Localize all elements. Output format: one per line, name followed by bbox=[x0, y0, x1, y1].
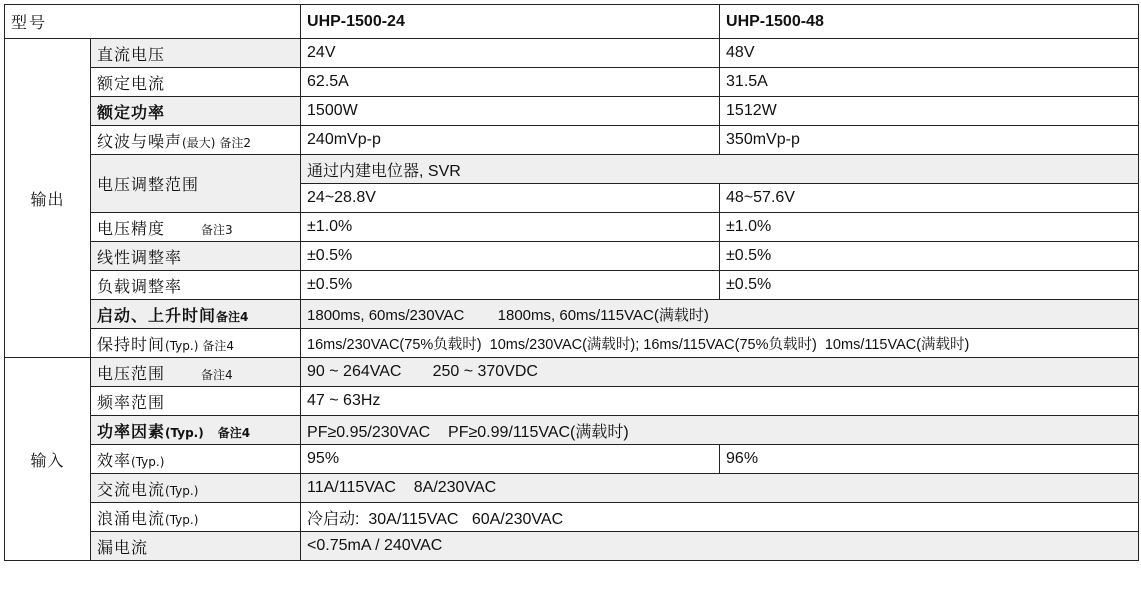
row-label: 电压调整范围 bbox=[91, 155, 301, 213]
row-label: 电压范围 bbox=[97, 363, 166, 383]
cell-value: ±1.0% bbox=[301, 213, 720, 242]
row-label-cell bbox=[91, 329, 301, 358]
model-name-1: UHP-1500-24 bbox=[301, 5, 720, 39]
row-label: 纹波与噪声 bbox=[97, 131, 183, 151]
table-row bbox=[5, 126, 1139, 155]
row-label: 效率 bbox=[97, 450, 132, 470]
row-label-cell bbox=[91, 416, 301, 445]
cell-value-wide: 16ms/230VAC(75%负载时) 10ms/230VAC(满载时); 16ms/115VAC(75%负载时) 10ms/115VAC(满载时) bbox=[301, 329, 1139, 358]
table-row bbox=[5, 474, 1139, 503]
cell-value: 24V bbox=[301, 39, 720, 68]
table-row bbox=[5, 503, 1139, 532]
row-label: 交流电流 bbox=[97, 479, 166, 499]
cell-value-wide: 11A/115VAC 8A/230VAC bbox=[301, 474, 1139, 503]
cell-value: 96% bbox=[720, 445, 1139, 474]
row-label: 额定电流 bbox=[91, 68, 301, 97]
row-label: 保持时间 bbox=[97, 334, 166, 354]
row-label-sub: (最大) bbox=[182, 135, 216, 150]
row-label: 额定功率 bbox=[91, 97, 301, 126]
cell-value: 48V bbox=[720, 39, 1139, 68]
row-note: 备注4 bbox=[201, 367, 233, 382]
row-label-cell bbox=[91, 503, 301, 532]
cell-value: 1500W bbox=[301, 97, 720, 126]
table-row bbox=[5, 271, 1139, 300]
cell-value: 1512W bbox=[720, 97, 1139, 126]
cell-value: ±0.5% bbox=[301, 271, 720, 300]
row-note: 备注4 bbox=[202, 338, 235, 353]
table-row bbox=[5, 242, 1139, 271]
row-label-sub: (Typ.) bbox=[165, 483, 199, 498]
table-row bbox=[5, 155, 1139, 184]
row-note: 备注3 bbox=[201, 222, 233, 237]
cell-value: 95% bbox=[301, 445, 720, 474]
cell-value: 350mVp-p bbox=[720, 126, 1139, 155]
row-label-cell bbox=[91, 213, 301, 242]
cell-value-wide: 冷启动: 30A/115VAC 60A/230VAC bbox=[301, 503, 1139, 532]
table-row bbox=[5, 387, 1139, 416]
cell-value: 62.5A bbox=[301, 68, 720, 97]
cell-value: 240mVp-p bbox=[301, 126, 720, 155]
row-label: 频率范围 bbox=[91, 387, 301, 416]
spec-table bbox=[4, 4, 1139, 561]
row-label-sub: (Typ.) bbox=[165, 338, 199, 353]
row-note: 备注4 bbox=[217, 425, 251, 440]
row-label: 电压精度 bbox=[97, 218, 166, 238]
row-label-cell bbox=[91, 474, 301, 503]
table-row bbox=[5, 445, 1139, 474]
table-row bbox=[5, 68, 1139, 97]
table-row bbox=[5, 97, 1139, 126]
group-label-output: 输出 bbox=[5, 39, 91, 358]
table-row bbox=[5, 300, 1139, 329]
row-label-cell bbox=[91, 126, 301, 155]
row-label-sub: (Typ.) bbox=[131, 454, 165, 469]
cell-value-wide: <0.75mA / 240VAC bbox=[301, 532, 1139, 561]
row-note: 备注2 bbox=[219, 135, 252, 150]
table-row bbox=[5, 358, 1139, 387]
row-label: 直流电压 bbox=[91, 39, 301, 68]
table-row bbox=[5, 532, 1139, 561]
row-label-cell bbox=[91, 300, 301, 329]
row-label: 浪涌电流 bbox=[97, 508, 166, 528]
table-row bbox=[5, 329, 1139, 358]
row-label-cell bbox=[91, 358, 301, 387]
cell-value-wide: 90 ~ 264VAC 250 ~ 370VDC bbox=[301, 358, 1139, 387]
row-label: 负载调整率 bbox=[91, 271, 301, 300]
cell-value-wide: 通过内建电位器, SVR bbox=[301, 155, 1139, 184]
cell-value-wide: 1800ms, 60ms/230VAC 1800ms, 60ms/115VAC(满载时) bbox=[301, 300, 1139, 329]
cell-value: ±0.5% bbox=[301, 242, 720, 271]
row-label-cell bbox=[91, 445, 301, 474]
row-label-sub: (Typ.) bbox=[165, 425, 204, 440]
row-label: 功率因素 bbox=[97, 421, 166, 441]
model-name-2: UHP-1500-48 bbox=[720, 5, 1139, 39]
row-label: 线性调整率 bbox=[91, 242, 301, 271]
row-label: 启动、上升时间 bbox=[97, 305, 217, 325]
row-label: 漏电流 bbox=[91, 532, 301, 561]
cell-value: 31.5A bbox=[720, 68, 1139, 97]
group-label-input: 输入 bbox=[5, 358, 91, 561]
cell-value-wide: 47 ~ 63Hz bbox=[301, 387, 1139, 416]
header-row bbox=[5, 5, 1139, 39]
model-header-label: 型号 bbox=[5, 5, 301, 39]
cell-value: ±0.5% bbox=[720, 271, 1139, 300]
cell-value: ±0.5% bbox=[720, 242, 1139, 271]
table-row bbox=[5, 39, 1139, 68]
table-row bbox=[5, 416, 1139, 445]
row-label-sub: (Typ.) bbox=[165, 512, 199, 527]
cell-value: 24~28.8V bbox=[301, 184, 720, 213]
table-row bbox=[5, 213, 1139, 242]
cell-value: 48~57.6V bbox=[720, 184, 1139, 213]
cell-value-wide: PF≥0.95/230VAC PF≥0.99/115VAC(满载时) bbox=[301, 416, 1139, 445]
cell-value: ±1.0% bbox=[720, 213, 1139, 242]
row-note: 备注4 bbox=[216, 309, 249, 324]
